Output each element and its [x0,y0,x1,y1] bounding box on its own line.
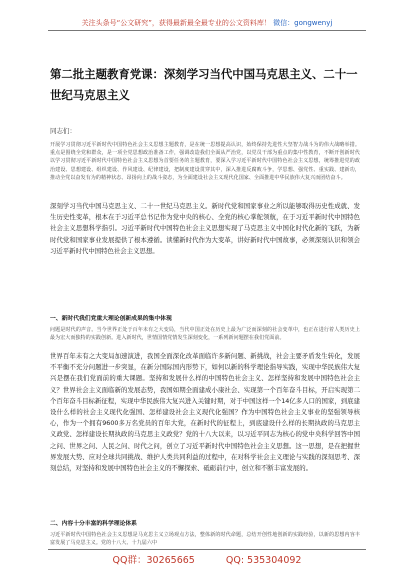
banner-text: 关注头条号“公文研究”，获得最新最全最专业的公文资料库！ [81,19,271,27]
body-paragraph-2: 世界百年未有之大变局加速演进，我国全面深化改革面临许多新问题、新挑战，社会主要矛盾发生转化，发展不平衡不充分问题进一步突显，在新分国际国内形势下，如何以新的科学理论指导实践，实现中华民族伟大复兴是摆在我们党面前的重大课题。坚持和发展什么样的中国特色社会主义、怎样坚持和发展中国特色社会主义？世界社会主义面临新的发展态势，我国如期全面建成小康社会、实现第一个百年奋斗目标，开启实现第二个百年奋斗目标新征程，实现中华民族伟大复兴进入关键时期，对于中国这样一个14亿多人口的国家，到底建设什么样的社会主义现代化强国、怎样建设社会主义现代化强国？作为中国特色社会主义事业的坚强领导核心，作为一个拥有9600多万名党员的百年大党，在新时代的征程上，到底建设什么样的长期执政的马克思主义政党、怎样建设长期执政的马克思主义政党？党的十八大以来，以习近平同志为核心的党中央科学回答中国之问、世界之问、人民之问、时代之问，创立了习近平新时代中国特色社会主义思想。这一思想，是在把握世界发展大势、应对全球共同挑战、维护人类共同利益的过程中，在对科学社会主义理论与实践的深刻思考、深刻总结，对坚持和发展中国特色社会主义的不懈探索、砥砺前行中，创立和不断丰富发展的。 [50,352,360,473]
section-paragraph-2: 习近平新时代中国特色社会主义思想是马克思主义立场观点方法，整体新的时代命题，总结开创性地创新的实践经验，以新的思想内容丰富发展了马克思主义。党的十八大、十九届六中 [50,532,360,547]
section-paragraph-1: 问题是时代的声音。当今世界正处于百年未有之大变局，当代中国正处在历史上最为广泛而深刻的社会变革中，也正在进行着人类历史上最为宏大而独特的实践创新。进入新时代，世情国情党情发生深刻变化，一系列新问题摆在我们党面前。 [50,327,360,342]
document-title: 第二批主题教育党课：深刻学习当代中国马克思主义、二十一世纪马克思主义 [50,67,358,102]
qq-number: QQ: 535304092 [225,555,302,566]
bottom-footer [48,549,366,572]
section-heading-2: 二、内容十分丰富的科学理论体系 [50,521,137,527]
section-heading-1: 一、新时代我们党重大理论创新成果的集中体现 [50,316,172,322]
body-paragraph-1: 深刻学习当代中国马克思主义、二十一世纪马克思主义。新时代党和国家事业之所以能够取得历史性成就、发生历史性变革，根本在于习近平总书记作为党中央的核心、全党的核心掌舵领航，在于习近平新时代中国特色社会主义思想科学指引。习近平新时代中国特色社会主义思想实现了马克思主义中国化时代化新的飞跃，为新时代党和国家事业发展提供了根本遵循。读懂新时代作为大变革，讲好新时代中国故事，必须深刻认识和领会习近平新时代中国特色社会主义思想。 [50,202,360,255]
qq-group-number: QQ群：30265665 [112,555,195,566]
banner-contact: 微信：gongwenyj [273,19,333,27]
top-banner [48,16,366,31]
greeting: 同志们： [50,127,76,135]
intro-paragraph: 开展学习贯彻习近平新时代中国特色社会主义思想主题教育，是在统一思想提高认识，始终保持先进性大坚智力战斗为的伟大战略举措。重点是围绕全党和群众，是一项全党思想政治准备工作，强调改造我们全面从严治党，以党员干部为重点的集中性教育，不断开创新时代以学习贯彻习近平新时代中国特色社会主义思想为首要任务的主题教育，要深入学习近平新时代中国特色社会主义思想，统筹推进党的政治建设、思想建设、组织建设、作风建设、纪律建设，把制度建设贯穿其中，深入推进反腐败斗争，学思想、强党性、重实践、建新功，推动全党以奋发有为的精神状态、昂扬向上的战斗姿态，为全面建设社会主义现代化国家、全面推进中华民族伟大复兴而团结奋斗。 [50,142,360,181]
